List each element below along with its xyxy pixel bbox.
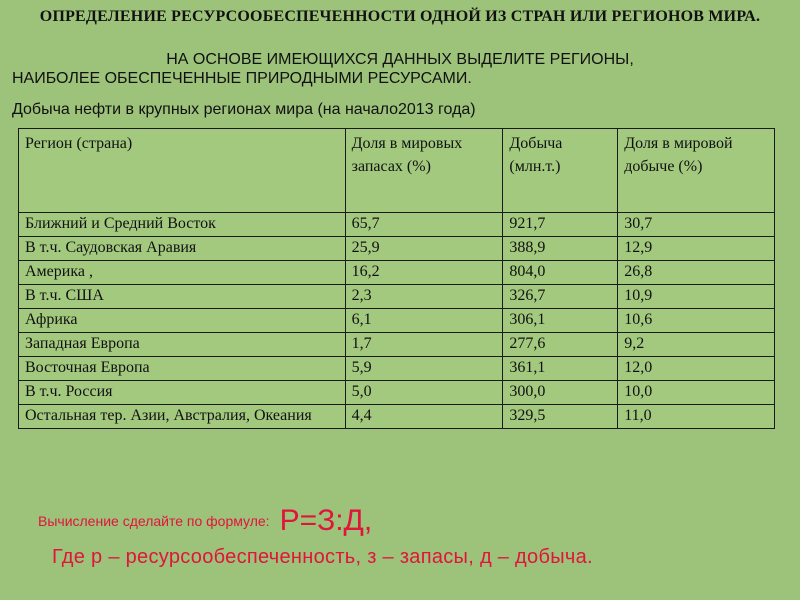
table-row — [19, 213, 775, 237]
cell-production: 326,7 — [503, 285, 618, 309]
cell-reserves-share: 1,7 — [345, 333, 503, 357]
cell-region: Америка , — [19, 261, 346, 285]
task-line-1: НА ОСНОВЕ ИМЕЮЩИХСЯ ДАННЫХ ВЫДЕЛИТЕ РЕГИОНЫ, — [166, 51, 634, 68]
cell-production-share: 11,0 — [618, 405, 775, 429]
column-header-region: Регион (страна) — [19, 129, 346, 213]
cell-region: Ближний и Средний Восток — [19, 213, 346, 237]
cell-production-share: 12,0 — [618, 357, 775, 381]
cell-reserves-share: 2,3 — [345, 285, 503, 309]
formula-explanation: Где р – ресурсообеспеченность, з – запасы, д – добыча. — [52, 546, 593, 568]
oil-data-table — [18, 128, 775, 429]
cell-production-share: 10,0 — [618, 381, 775, 405]
formula-line — [38, 503, 372, 539]
cell-production-share: 10,9 — [618, 285, 775, 309]
cell-production-share: 30,7 — [618, 213, 775, 237]
cell-region: В т.ч. США — [19, 285, 346, 309]
task-line-2: НАИБОЛЕЕ ОБЕСПЕЧЕННЫЕ ПРИРОДНЫМИ РЕСУРСАМИ. — [12, 70, 472, 87]
cell-reserves-share: 16,2 — [345, 261, 503, 285]
cell-region: Остальная тер. Азии, Австралия, Океания — [19, 405, 346, 429]
cell-production: 388,9 — [503, 237, 618, 261]
cell-production-share: 10,6 — [618, 309, 775, 333]
cell-region: Африка — [19, 309, 346, 333]
cell-production: 921,7 — [503, 213, 618, 237]
cell-region: Западная Европа — [19, 333, 346, 357]
column-header-production: Добыча (млн.т.) — [503, 129, 618, 213]
cell-region: В т.ч. Россия — [19, 381, 346, 405]
cell-production-share: 12,9 — [618, 237, 775, 261]
table-row — [19, 405, 775, 429]
formula-label: Вычисление сделайте по формуле: — [38, 513, 270, 529]
cell-production-share: 9,2 — [618, 333, 775, 357]
table-row — [19, 357, 775, 381]
cell-production: 300,0 — [503, 381, 618, 405]
cell-reserves-share: 5,0 — [345, 381, 503, 405]
table-caption: Добыча нефти в крупных регионах мира (на начало2013 года) — [12, 101, 476, 118]
cell-reserves-share: 4,4 — [345, 405, 503, 429]
cell-reserves-share: 5,9 — [345, 357, 503, 381]
table-row — [19, 261, 775, 285]
cell-reserves-share: 6,1 — [345, 309, 503, 333]
table-row — [19, 333, 775, 357]
cell-production: 804,0 — [503, 261, 618, 285]
formula-expression: Р=З:Д, — [279, 504, 373, 537]
table-header-row — [19, 129, 775, 213]
table-row — [19, 381, 775, 405]
cell-reserves-share: 25,9 — [345, 237, 503, 261]
table-row — [19, 285, 775, 309]
cell-production: 329,5 — [503, 405, 618, 429]
cell-production-share: 26,8 — [618, 261, 775, 285]
table-row — [19, 237, 775, 261]
cell-region: В т.ч. Саудовская Аравия — [19, 237, 346, 261]
cell-production: 277,6 — [503, 333, 618, 357]
column-header-production-share: Доля в мировой добыче (%) — [618, 129, 775, 213]
slide-title: ОПРЕДЕЛЕНИЕ РЕСУРСООБЕСПЕЧЕННОСТИ ОДНОЙ ИЗ СТРАН ИЛИ РЕГИОНОВ МИРА. — [39, 8, 761, 25]
cell-reserves-share: 65,7 — [345, 213, 503, 237]
table-row — [19, 309, 775, 333]
cell-production: 306,1 — [503, 309, 618, 333]
cell-production: 361,1 — [503, 357, 618, 381]
cell-region: Восточная Европа — [19, 357, 346, 381]
column-header-reserves-share: Доля в мировых запасах (%) — [345, 129, 503, 213]
